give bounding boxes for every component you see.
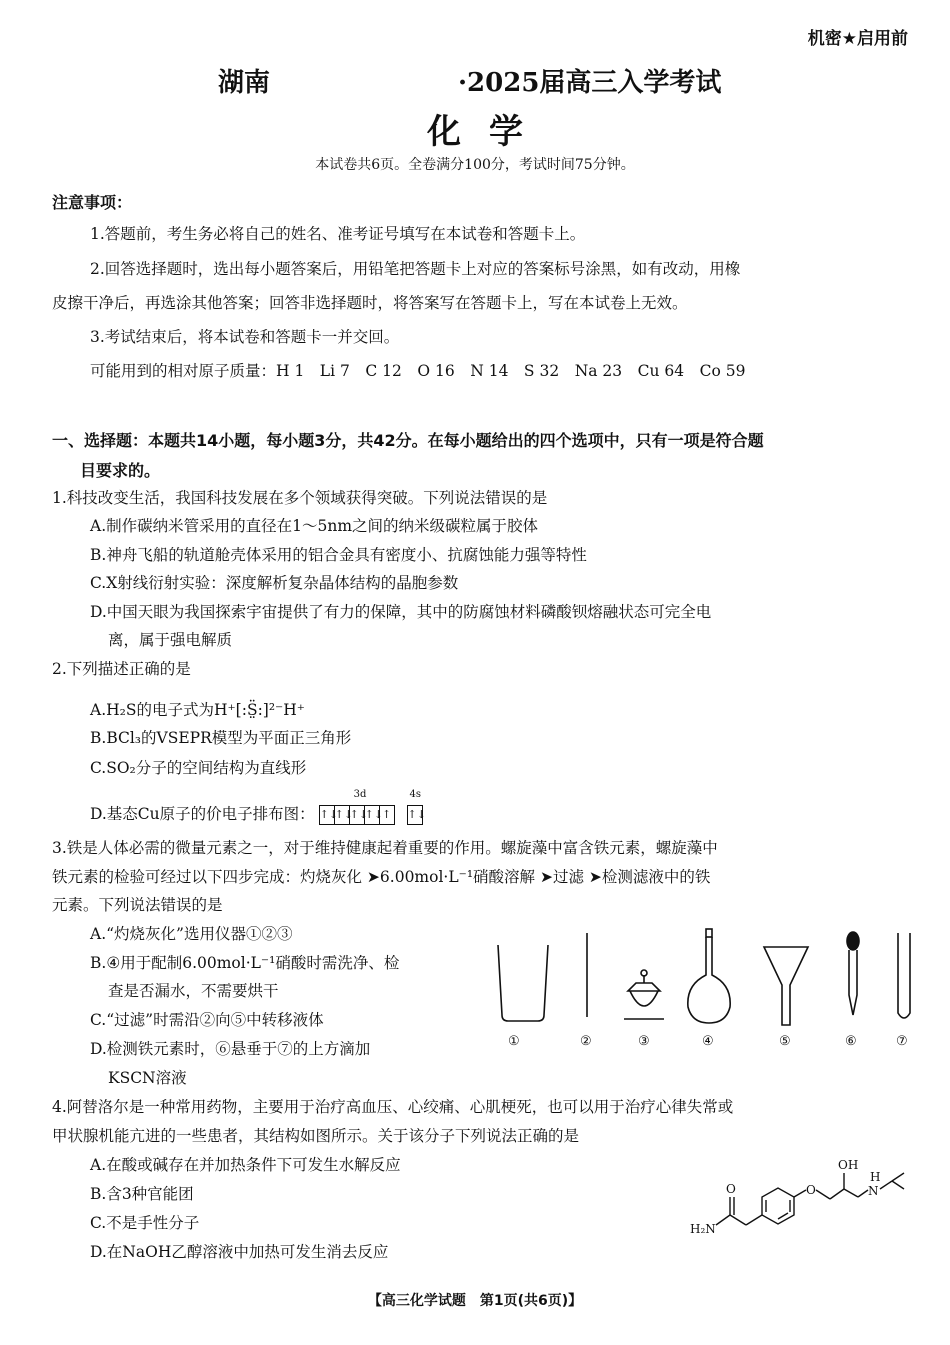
notice-item-3: 3.考试结束后，将本试卷和答题卡一并交回。: [90, 328, 400, 346]
notice-heading: 注意事项：: [52, 193, 133, 212]
apparatus-label: ⑤: [779, 1034, 791, 1049]
crucible-icon: [624, 970, 664, 1019]
q3-option-d-cont: KSCN溶液: [108, 1069, 187, 1087]
orbital-box: ↑↓: [407, 805, 423, 825]
section-heading-cont: 目要求的。: [80, 461, 161, 480]
q3-option-b-cont: 查是否漏水，不需要烘干: [108, 982, 279, 1000]
orbital-box: ↑↓: [319, 805, 335, 825]
q1-option-b: B.神舟飞船的轨道舱壳体采用的铝合金具有密度小、抗腐蚀能力强等特性: [90, 546, 587, 564]
q3-stem: 3.铁是人体必需的微量元素之一，对于维持健康起着重要的作用。螺旋藻中富含铁元素，螺旋藻中: [52, 839, 718, 857]
orbital-box: ↑: [379, 805, 395, 825]
label-3d: 3d: [353, 789, 367, 800]
q2-option-d-text: D.基态Cu原子的价电子排布图：: [90, 805, 315, 823]
apparatus-label: ①: [508, 1034, 520, 1049]
q3-option-a: A.“灼烧灰化”选用仪器①②③: [90, 925, 293, 943]
orbital-box: ↑↓: [349, 805, 365, 825]
lab-apparatus-figure: [490, 925, 920, 1055]
q1-option-d-cont: 离，属于强电解质: [108, 631, 233, 649]
section-heading: 一、选择题：本题共14小题，每小题3分，共42分。在每小题给出的四个选项中，只有一项是符合题: [52, 431, 764, 450]
q2-option-c: C.SO₂分子的空间结构为直线形: [90, 759, 307, 777]
apparatus-label: ③: [638, 1034, 650, 1049]
h2s-electron-formula: H⁺[:S̤̈:]²⁻H⁺: [213, 701, 305, 719]
q1-option-c: C.X射线衍射实验：深度解析复杂晶体结构的晶胞参数: [90, 574, 459, 592]
q3-stem-cont2: 元素。下列说法错误的是: [52, 896, 223, 914]
q4-stem-cont: 甲状腺机能亢进的一些患者，其结构如图所示。关于该分子下列说法正确的是: [52, 1127, 580, 1145]
test-tube-icon: [898, 933, 910, 1018]
orbital-box: ↑↓: [334, 805, 350, 825]
exam-info: 本试卷共6页。全卷满分100分，考试时间75分钟。: [315, 157, 635, 173]
apparatus-label: ④: [702, 1034, 714, 1049]
q4-option-c: C.不是手性分子: [90, 1214, 200, 1232]
apparatus-label: ⑥: [845, 1034, 857, 1049]
atom-label-h: H: [870, 1170, 881, 1184]
q4-option-b: B.含3种官能团: [90, 1185, 194, 1203]
notice-item-2-cont: 皮擦干净后，再选涂其他答案；回答非选择题时，将答案写在答题卡上，写在本试卷上无效。: [52, 294, 688, 312]
atenolol-structure: [680, 1145, 920, 1250]
secret-mark: 机密★启用前: [807, 29, 908, 49]
q2-option-a-text: A.H₂S的电子式为: [90, 701, 214, 719]
funnel-icon: [764, 947, 808, 1025]
orbital-box: ↑↓: [364, 805, 380, 825]
exam-region: 湖南: [218, 68, 271, 98]
atomic-masses: 可能用到的相对原子质量：H 1 Li 7 C 12 O 16 N 14 S 32 Na 23 Cu 64 Co 59: [90, 362, 746, 380]
q2-option-a: [90, 698, 305, 720]
q3-option-c: C.“过滤”时需沿②向⑤中转移液体: [90, 1011, 324, 1029]
q4-option-a: A.在酸或碱存在并加热条件下可发生水解反应: [90, 1156, 401, 1174]
beaker-icon: [498, 945, 548, 1021]
atom-label-oh: OH: [838, 1158, 859, 1172]
q1-option-d: D.中国天眼为我国探索宇宙提供了有力的保障，其中的防腐蚀材料磷酸钡熔融状态可完全电: [90, 603, 712, 621]
atom-label-o: O: [726, 1182, 736, 1196]
q3-option-d: D.检测铁元素时，⑥悬垂于⑦的上方滴加: [90, 1040, 371, 1058]
volumetric-flask-icon: [688, 929, 730, 1023]
notice-item-1: 1.答题前，考生务必将自己的姓名、准考证号填写在本试卷和答题卡上。: [90, 225, 586, 243]
q4-option-d: D.在NaOH乙醇溶液中加热可发生消去反应: [90, 1243, 389, 1261]
q3-option-b: B.④用于配制6.00mol·L⁻¹硝酸时需洗净、检: [90, 954, 400, 972]
page-footer: 【高三化学试题 第1页(共6页)】: [367, 1293, 583, 1309]
q1-stem: 1.科技改变生活，我国科技发展在多个领域获得突破。下列说法错误的是: [52, 489, 548, 507]
q1-option-a: A.制作碳纳米管采用的直径在1～5nm之间的纳米级碳粒属于胶体: [90, 517, 539, 535]
apparatus-label: ②: [580, 1034, 592, 1049]
atom-label-nh2: H₂N: [690, 1222, 716, 1236]
q3-stem-cont: 铁元素的检验可经过以下四步完成：灼烧灰化 ➤6.00mol·L⁻¹硝酸溶解 ➤过滤 ➤检测滤液中的铁: [52, 868, 711, 886]
dropper-icon: [847, 932, 859, 1015]
q2-stem: 2.下列描述正确的是: [52, 660, 191, 678]
label-4s: 4s: [409, 789, 422, 800]
q2-option-b: B.BCl₃的VSEPR模型为平面正三角形: [90, 729, 352, 747]
orbital-4s: [407, 789, 426, 825]
apparatus-label: ⑦: [896, 1034, 908, 1049]
atom-label-o: O: [806, 1183, 816, 1197]
q2-option-d: [90, 789, 426, 825]
atom-label-n: N: [868, 1184, 879, 1198]
q4-stem: 4.阿替洛尔是一种常用药物，主要用于治疗高血压、心绞痛、心肌梗死，也可以用于治疗心律失常或: [52, 1098, 734, 1116]
notice-item-2: 2.回答选择题时，选出每小题答案后，用铅笔把答题卡上对应的答案标号涂黑，如有改动，用橡: [90, 260, 741, 278]
subject-title: 化学: [427, 112, 551, 152]
orbital-3d: [319, 789, 395, 825]
exam-title: ·2025届高三入学考试: [458, 68, 722, 98]
